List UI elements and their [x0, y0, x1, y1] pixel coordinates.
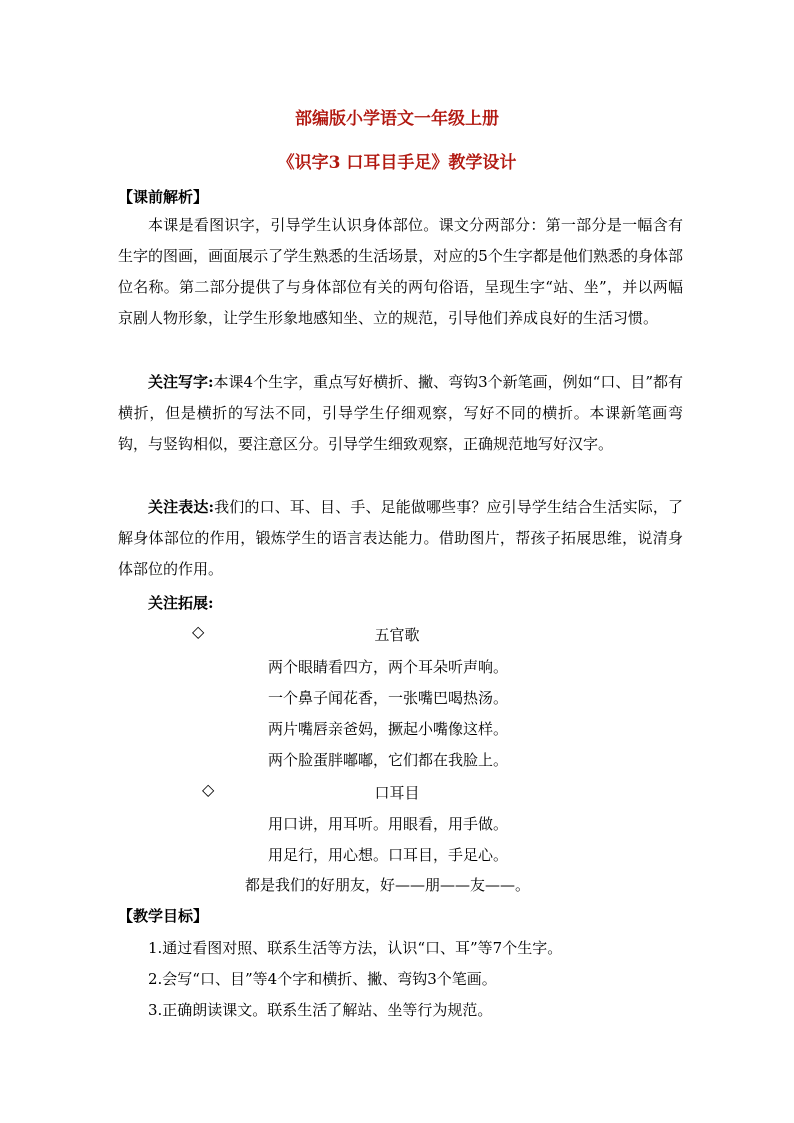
expression-focus-paragraph — [118, 492, 683, 585]
expression-focus-label: 关注表达: — [148, 498, 215, 516]
goal-item: 2.会写“口、目”等4个字和横折、撇、弯钩3个笔画。 — [148, 970, 497, 988]
poem-line: 用口讲，用耳听。用眼看，用手做。 — [268, 815, 509, 833]
document-subtitle: 《识字3 口耳目手足》教学设计 — [277, 153, 517, 173]
writing-focus-label: 关注写字: — [148, 373, 214, 391]
poem-line: 两个脸蛋胖嘟嘟，它们都在我脸上。 — [268, 751, 509, 769]
poem-line: 两片嘴唇亲爸妈，撅起小嘴像这样。 — [268, 720, 509, 738]
poem-line: 都是我们的好朋友，好——朋——友——。 — [245, 876, 531, 894]
extension-focus-label: 关注拓展: — [148, 594, 214, 612]
poem-title-wuguan: 五官歌 — [374, 626, 420, 644]
expression-focus-text: 我们的口、耳、目、手、足能做哪些事？应引导学生结合生活实际，了解身体部位的作用，锻炼学生的语言表达能力。借助图片，帮孩子拓展思维，说清身体部位的作用。 — [118, 498, 683, 578]
poem-title-kouermu: 口耳目 — [374, 784, 420, 802]
poem-line: 用足行，用心想。口耳目，手足心。 — [268, 846, 509, 864]
poem-line: 一个鼻子闻花香，一张嘴巴喝热汤。 — [268, 689, 509, 707]
document-title: 部编版小学语文一年级上册 — [295, 109, 499, 129]
writing-focus-text: 本课4个生字，重点写好横折、撇、弯钩3个新笔画，例如“口、目”都有横折，但是横折的写法不同，引导学生仔细观察，写好不同的横折。本课新笔画弯钩，与竖钩相似，要注意区分。引导学生细致观察，正确规范地写好汉字。 — [118, 373, 683, 453]
analysis-intro-paragraph: 本课是看图识字，引导学生认识身体部位。课文分两部分：第一部分是一幅含有生字的图画，画面展示了学生熟悉的生活场景，对应的5个生字都是他们熟悉的身体部位名称。第二部分提供了与身体部位有关的两句俗语，呈现生字“站、坐”，并以两幅京剧人物形象，让学生形象地感知坐、立的规范，引导他们养成良好的生活习惯。 — [118, 216, 683, 327]
goal-item: 3.正确朗读课文。联系生活了解站、坐等行为规范。 — [148, 1001, 493, 1019]
diamond-bullet-icon: ◇ — [202, 780, 215, 799]
writing-focus-paragraph — [118, 367, 683, 460]
goal-item: 1.通过看图对照、联系生活等方法，认识“口、耳”等7个生字。 — [148, 939, 563, 957]
section-heading-goals: 【教学目标】 — [118, 907, 209, 925]
section-heading-pre-lesson: 【课前解析】 — [118, 188, 209, 206]
poem-line: 两个眼睛看四方，两个耳朵听声响。 — [268, 658, 509, 676]
diamond-bullet-icon: ◇ — [192, 622, 205, 641]
